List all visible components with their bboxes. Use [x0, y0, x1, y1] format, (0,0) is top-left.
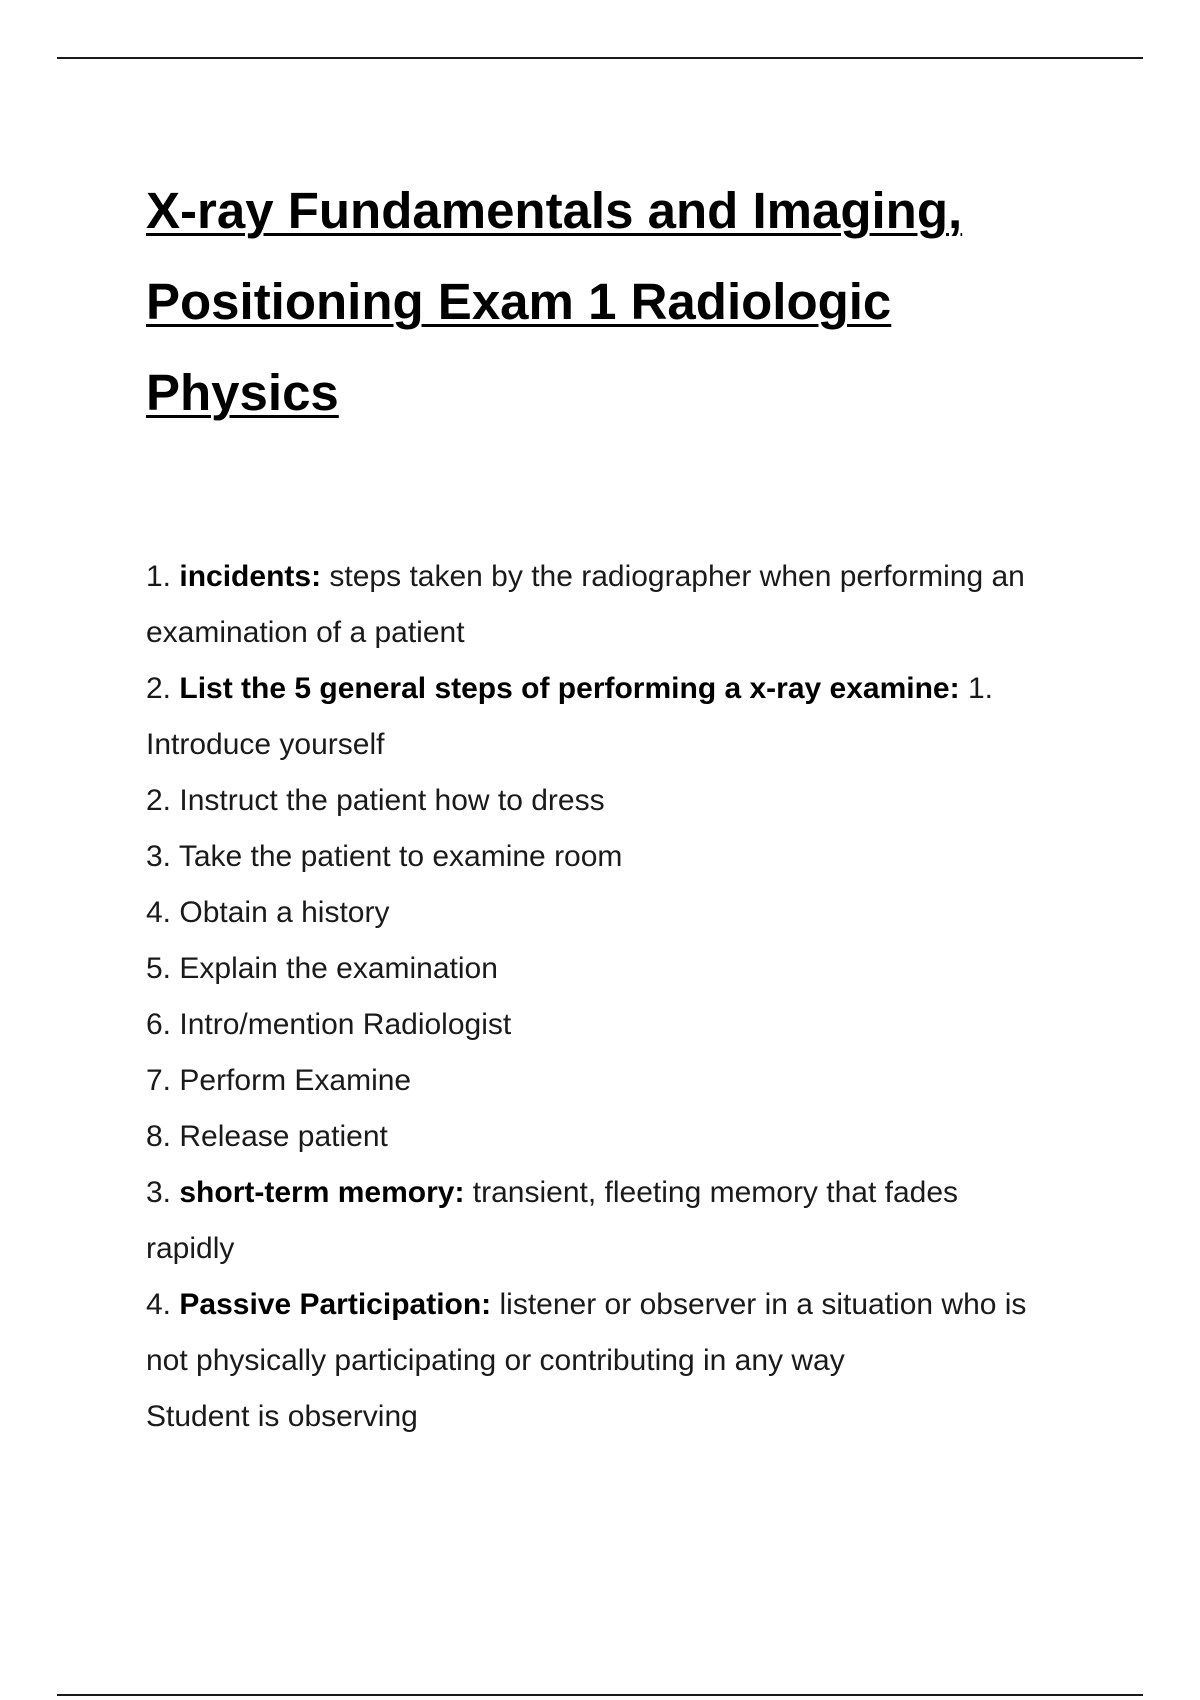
- top-divider: [57, 57, 1143, 59]
- document-body: [146, 549, 1106, 1445]
- definition: Release patient: [179, 1120, 388, 1153]
- body-line: [146, 1109, 1106, 1165]
- definition: Explain the examination: [179, 952, 498, 985]
- item-number: 6.: [146, 1008, 172, 1041]
- body-line: [146, 605, 1106, 661]
- body-line: [146, 997, 1106, 1053]
- document-title: [146, 165, 1106, 438]
- item-number: 3.: [146, 1176, 172, 1209]
- definition: Intro/mention Radiologist: [179, 1008, 512, 1041]
- item-number: 3.: [146, 840, 172, 873]
- definition: Obtain a history: [179, 896, 390, 929]
- definition: steps taken by the radiographer when performing an: [329, 560, 1025, 593]
- body-line: [146, 1221, 1106, 1277]
- definition: Instruct the patient how to dress: [179, 784, 605, 817]
- item-number: 4.: [146, 1288, 172, 1321]
- title-line: Physics: [146, 364, 339, 421]
- body-line: [146, 1165, 1106, 1221]
- definition: not physically participating or contributing in any way: [146, 1344, 845, 1377]
- title-line: Positioning Exam 1 Radiologic: [146, 273, 892, 330]
- definition: examination of a patient: [146, 616, 465, 649]
- definition: Student is observing: [146, 1400, 418, 1433]
- item-number: 1.: [146, 560, 172, 593]
- definition: Perform Examine: [179, 1064, 412, 1097]
- body-line: [146, 1389, 1106, 1445]
- item-number: 4.: [146, 896, 172, 929]
- definition: rapidly: [146, 1232, 235, 1265]
- item-number: 2.: [146, 672, 172, 705]
- body-line: [146, 773, 1106, 829]
- title-line: X-ray Fundamentals and Imaging,: [146, 182, 963, 239]
- body-line: [146, 885, 1106, 941]
- body-line: [146, 941, 1106, 997]
- body-line: [146, 829, 1106, 885]
- term: short-term memory:: [179, 1176, 465, 1209]
- body-line: [146, 717, 1106, 773]
- item-number: 2.: [146, 784, 172, 817]
- bottom-divider: [57, 1694, 1143, 1696]
- body-line: [146, 1277, 1106, 1333]
- term: List the 5 general steps of performing a x-ray examine:: [179, 672, 960, 705]
- body-line: [146, 549, 1106, 605]
- item-number: 7.: [146, 1064, 172, 1097]
- definition: transient, fleeting memory that fades: [472, 1176, 959, 1209]
- term: Passive Participation:: [179, 1288, 492, 1321]
- definition: listener or observer in a situation who is: [499, 1288, 1027, 1321]
- item-number: 5.: [146, 952, 172, 985]
- body-line: [146, 1053, 1106, 1109]
- body-line: [146, 1333, 1106, 1389]
- definition: 1.: [967, 672, 993, 705]
- term: incidents:: [179, 560, 322, 593]
- body-line: [146, 661, 1106, 717]
- definition: Introduce yourself: [146, 728, 385, 761]
- item-number: 8.: [146, 1120, 172, 1153]
- definition: Take the patient to examine room: [178, 840, 623, 873]
